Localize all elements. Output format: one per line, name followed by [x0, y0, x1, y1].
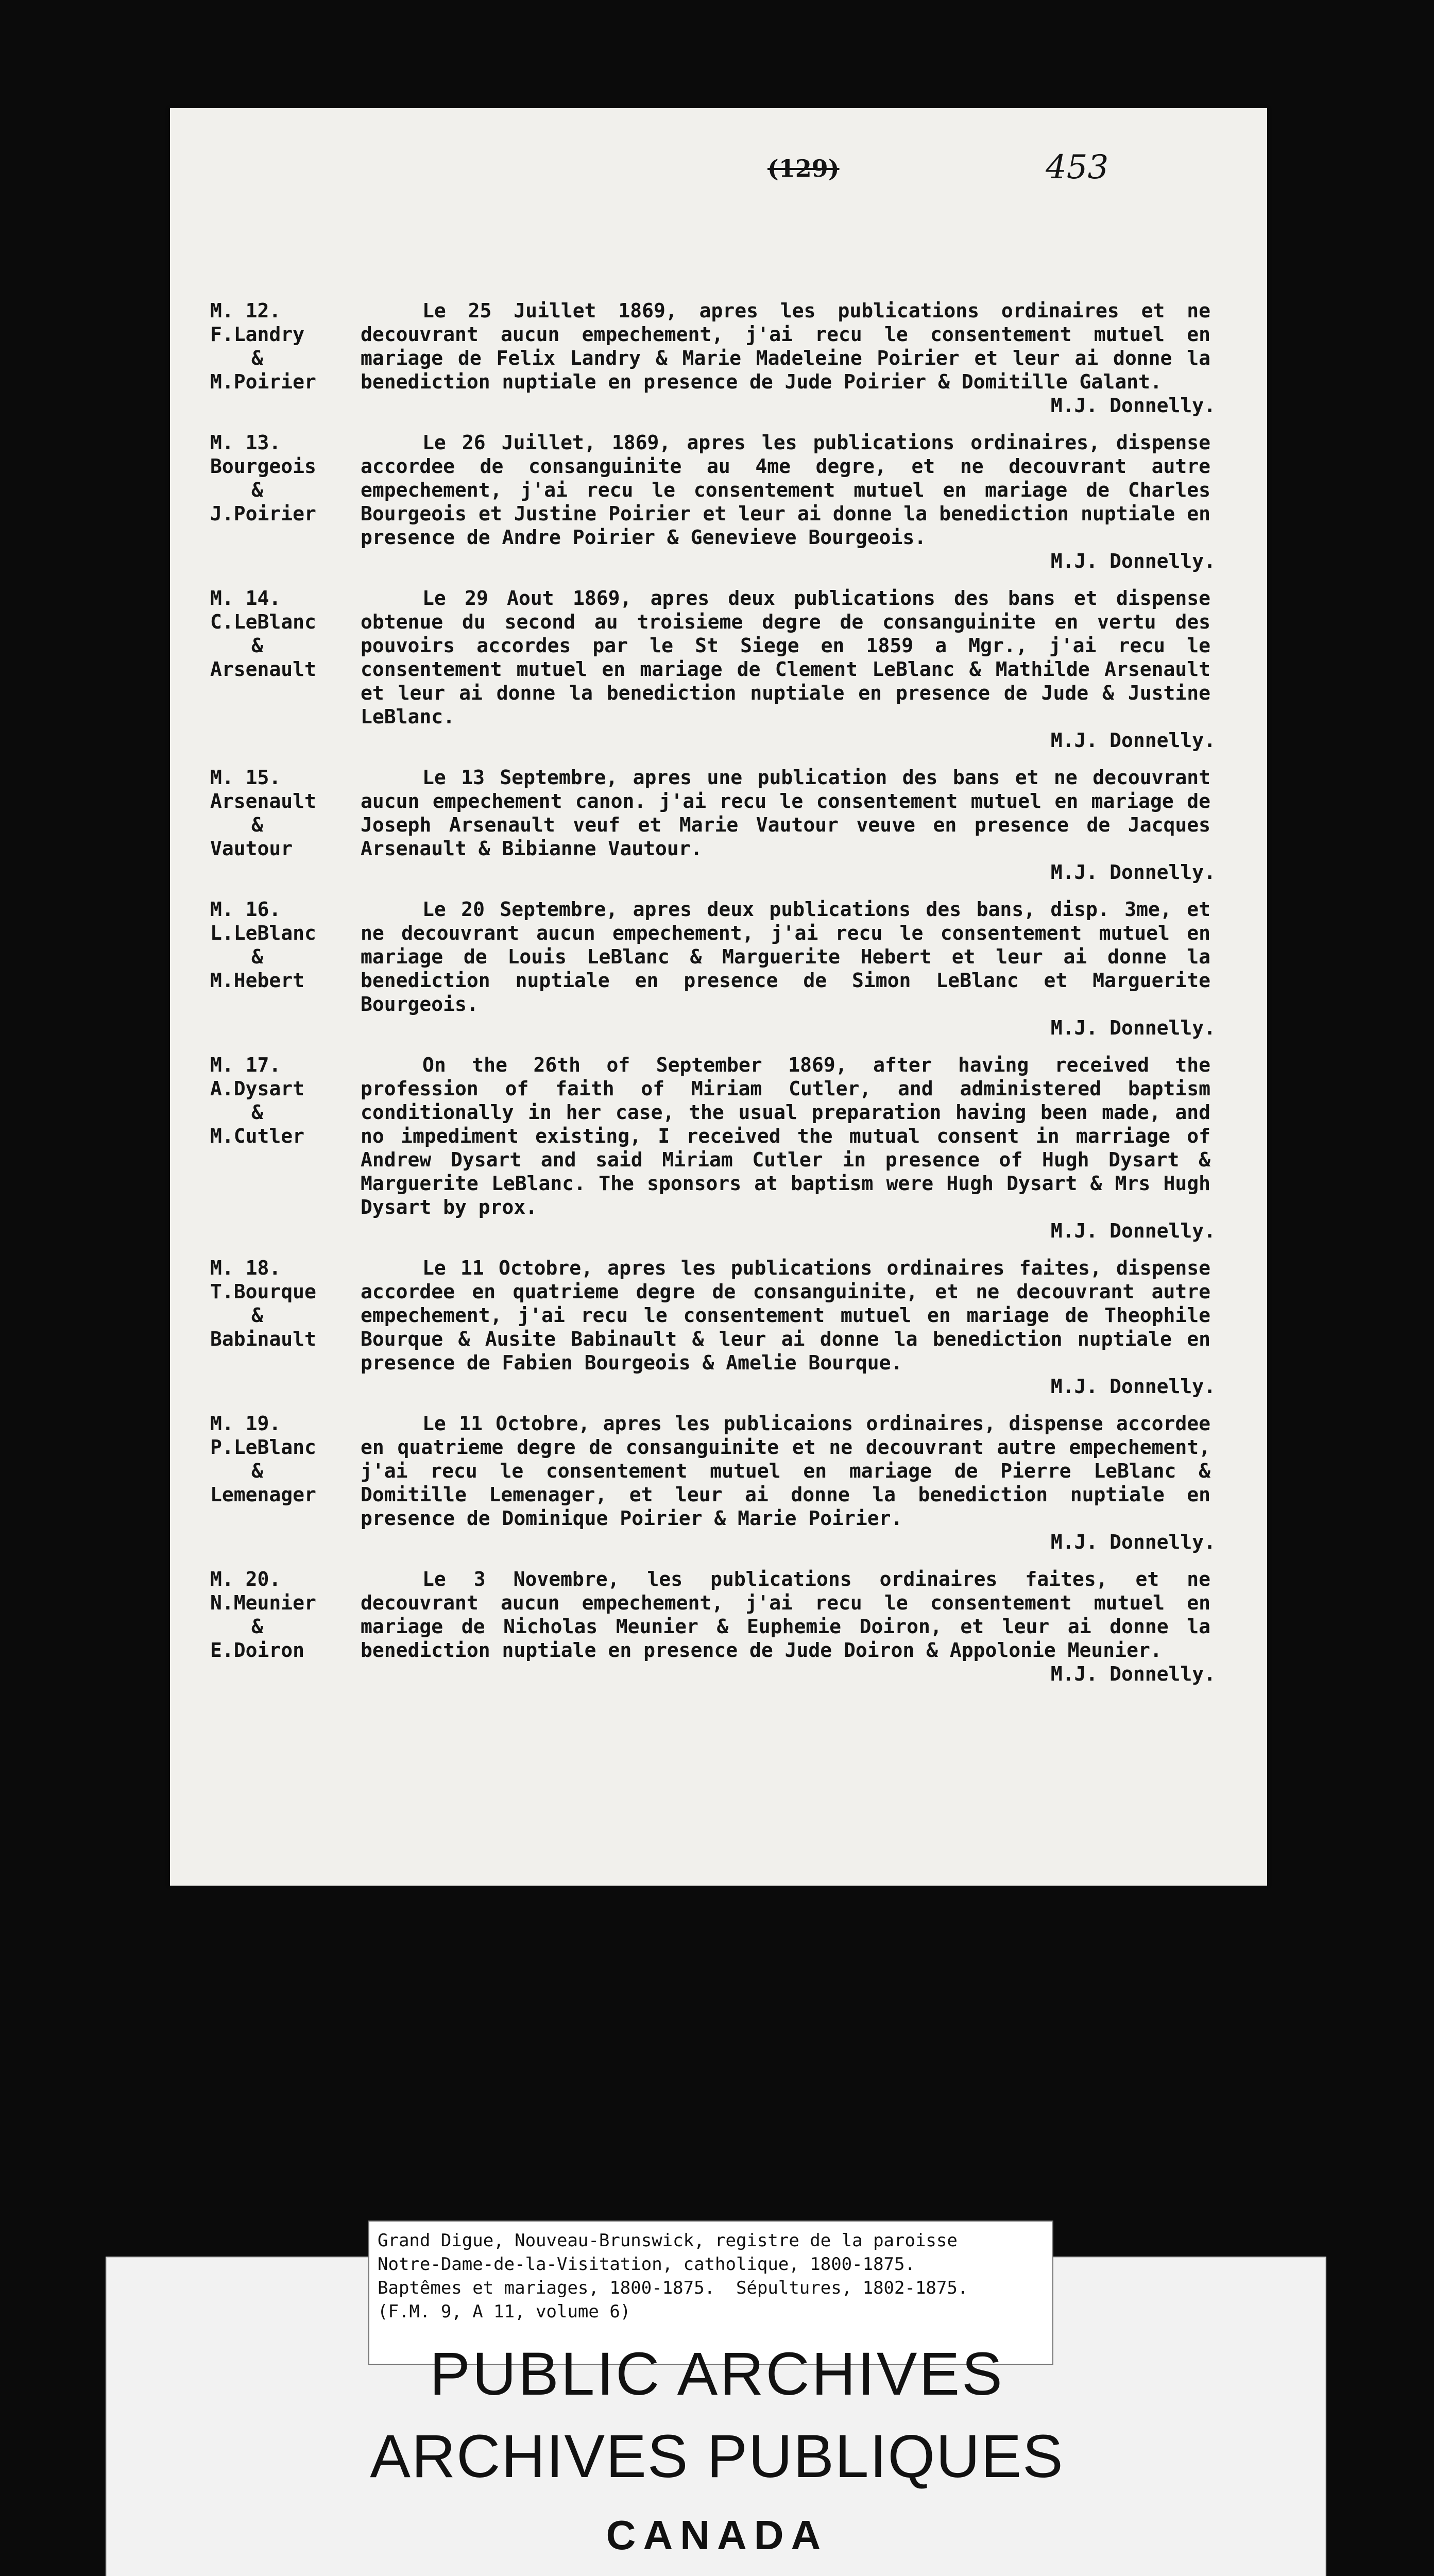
- groom-name: P.LeBlanc: [210, 1436, 316, 1459]
- entry-text: Le 11 Octobre, apres les publicaions ordinaires, dispense accordee en quatrieme degre de consanguinite et ne decouvrant autre empechement, j'ai recu le consentement mutuel en mariage de Pierre LeBlanc & Domitille Lemenager, et leur ai donne la benediction nuptiale en presence de Dominique Poirier & Marie Poirier.: [361, 1412, 1210, 1530]
- entry-margin-note: [210, 1256, 334, 1351]
- archive-title-french: ARCHIVES PUBLIQUES: [370, 2422, 1064, 2490]
- entry-number: M. 19.: [210, 1412, 281, 1435]
- label-line: Grand Digue, Nouveau-Brunswick, registre de la paroisse: [378, 2230, 958, 2251]
- bride-name: Arsenault: [210, 658, 316, 681]
- archive-country: CANADA: [606, 2512, 828, 2558]
- bride-name: M.Hebert: [210, 969, 305, 992]
- entry-text: Le 29 Aout 1869, apres deux publications des bans et dispense obtenue du second au troisieme degre de consanguinite en vertu des pouvoirs accordes par le St Siege en 1859 a Mgr., j'ai recu le consentement mutuel en mariage de Clement LeBlanc & Mathilde Arsenault et leur ai donne la benediction nuptiale en presence de Jude & Justine LeBlanc.: [361, 587, 1210, 728]
- entry-signature: M.J. Donnelly.: [1050, 1375, 1216, 1398]
- entry-text: Le 13 Septembre, apres une publication des bans et ne decouvrant aucun empechement canon. j'ai recu le consentement mutuel en mariage de Joseph Arsenault veuf et Marie Vautour veuve en presence de Jacques Arsenault & Bibianne Vautour.: [361, 766, 1210, 860]
- ampersand: &: [251, 479, 263, 501]
- entry-margin-note: [210, 1567, 334, 1662]
- entry-signature: M.J. Donnelly.: [1050, 861, 1216, 884]
- marriage-entry: [170, 1412, 1267, 1554]
- marriage-entries: [170, 299, 1267, 1699]
- marriage-entry: [170, 1567, 1267, 1686]
- ampersand: &: [251, 347, 263, 369]
- ampersand: &: [251, 814, 263, 836]
- marriage-entry: [170, 299, 1267, 417]
- entry-signature: M.J. Donnelly.: [1050, 1219, 1216, 1242]
- entry-signature: M.J. Donnelly.: [1050, 1663, 1216, 1685]
- entry-text: Le 3 Novembre, les publications ordinaires faites, et ne decouvrant aucun empechement, j'ai recu le consentement mutuel en mariage de Nicholas Meunier & Euphemie Doiron, et leur ai donne la benediction nuptiale en presence de Jude Doiron & Appolonie Meunier.: [361, 1568, 1210, 1662]
- ampersand: &: [251, 1615, 263, 1638]
- label-line: Notre-Dame-de-la-Visitation, catholique, 1800-1875.: [378, 2254, 915, 2275]
- marriage-entry: [170, 766, 1267, 884]
- groom-name: N.Meunier: [210, 1591, 316, 1614]
- label-line: (F.M. 9, A 11, volume 6): [378, 2301, 631, 2322]
- groom-name: L.LeBlanc: [210, 922, 316, 944]
- entry-number: M. 14.: [210, 587, 281, 609]
- page-number-handwritten: 453: [1046, 148, 1109, 187]
- ampersand: &: [251, 1101, 263, 1124]
- marriage-entry: [170, 1053, 1267, 1243]
- entry-number: M. 12.: [210, 299, 281, 322]
- groom-name: A.Dysart: [210, 1077, 305, 1100]
- entry-text: Le 25 Juillet 1869, apres les publications ordinaires et ne decouvrant aucun empechement, j'ai recu le consentement mutuel en mariage de Felix Landry & Marie Madeleine Poirier et leur ai donne la benediction nuptiale en presence de Jude Poirier & Domitille Galant.: [361, 299, 1210, 393]
- label-line: Baptêmes et mariages, 1800-1875. Sépultures, 1802-1875.: [378, 2278, 968, 2298]
- entry-number: M. 15.: [210, 766, 281, 789]
- entry-margin-note: [210, 586, 334, 681]
- marriage-entry: [170, 586, 1267, 752]
- entry-number: M. 13.: [210, 431, 281, 454]
- entry-text: Le 20 Septembre, apres deux publications des bans, disp. 3me, et ne decouvrant aucun empechement, j'ai recu le consentement mutuel en mariage de Louis LeBlanc & Marguerite Hebert et leur ai donne la benediction nuptiale en presence de Simon LeBlanc et Marguerite Bourgeois.: [361, 898, 1210, 1015]
- entry-signature: M.J. Donnelly.: [1050, 394, 1216, 417]
- marriage-entry: [170, 1256, 1267, 1398]
- ampersand: &: [251, 1304, 263, 1327]
- ampersand: &: [251, 634, 263, 657]
- entry-margin-note: [210, 1053, 334, 1148]
- entry-margin-note: [210, 431, 334, 526]
- entry-text: On the 26th of September 1869, after having received the profession of faith of Miriam Cutler, and administered baptism conditionally in her case, the usual preparation having been made, and no impediment existing, I received the mutual consent in marriage of Andrew Dysart and said Miriam Cutler in presence of Hugh Dysart & Marguerite LeBlanc. The sponsors at baptism were Hugh Dysart & Mrs Hugh Dysart by prox.: [361, 1054, 1210, 1218]
- groom-name: C.LeBlanc: [210, 611, 316, 633]
- entry-margin-note: [210, 897, 334, 992]
- entry-number: M. 18.: [210, 1257, 281, 1279]
- entry-signature: M.J. Donnelly.: [1050, 1531, 1216, 1553]
- entry-margin-note: [210, 766, 334, 860]
- entry-margin-note: [210, 1412, 334, 1506]
- marriage-entry: [170, 431, 1267, 573]
- entry-signature: M.J. Donnelly.: [1050, 1016, 1216, 1039]
- archive-title-english: PUBLIC ARCHIVES: [430, 2340, 1004, 2408]
- entry-signature: M.J. Donnelly.: [1050, 550, 1216, 572]
- entry-text: Le 26 Juillet, 1869, apres les publications ordinaires, dispense accordee de consanguinite au 4me degre, et ne decouvrant autre empechement, j'ai recu le consentement mutuel en mariage de Charles Bourgeois et Justine Poirier et leur ai donne la benediction nuptiale en presence de Andre Poirier & Genevieve Bourgeois.: [361, 431, 1210, 549]
- groom-name: Bourgeois: [210, 455, 316, 478]
- register-page: [170, 108, 1267, 1886]
- page-number-struck: (129): [767, 155, 840, 182]
- ampersand: &: [251, 1460, 263, 1482]
- entry-number: M. 16.: [210, 898, 281, 921]
- bride-name: Babinault: [210, 1328, 316, 1350]
- bride-name: J.Poirier: [210, 502, 316, 525]
- entry-signature: M.J. Donnelly.: [1050, 729, 1216, 752]
- film-background: [0, 1906, 1434, 2215]
- ampersand: &: [251, 945, 263, 968]
- groom-name: F.Landry: [210, 323, 305, 346]
- bride-name: M.Cutler: [210, 1125, 305, 1147]
- entry-margin-note: [210, 299, 334, 394]
- bride-name: M.Poirier: [210, 370, 316, 393]
- bride-name: E.Doiron: [210, 1639, 305, 1662]
- bride-name: Lemenager: [210, 1483, 316, 1506]
- entry-number: M. 17.: [210, 1054, 281, 1076]
- groom-name: T.Bourque: [210, 1280, 316, 1303]
- bride-name: Vautour: [210, 837, 293, 860]
- entry-number: M. 20.: [210, 1568, 281, 1590]
- groom-name: Arsenault: [210, 790, 316, 812]
- entry-text: Le 11 Octobre, apres les publications ordinaires faites, dispense accordee en quatrieme degre de consanguinite, et ne decouvrant autre empechement, j'ai recu le consentement mutuel en mariage de Theophile Bourque & Ausite Babinault & leur ai donne la benediction nuptiale en presence de Fabien Bourgeois & Amelie Bourque.: [361, 1257, 1210, 1374]
- marriage-entry: [170, 897, 1267, 1040]
